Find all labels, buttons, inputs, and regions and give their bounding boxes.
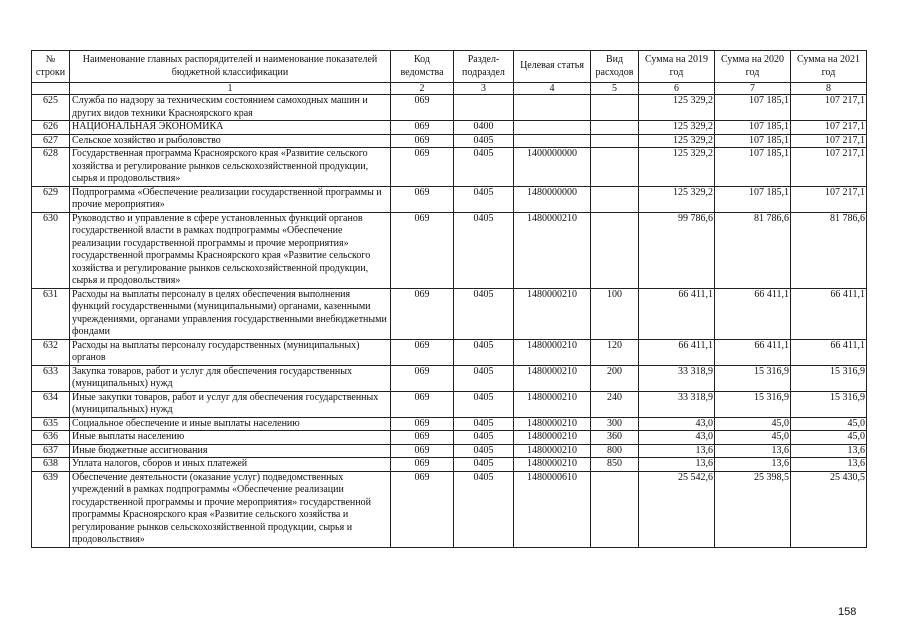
row-dept-code: 069: [391, 186, 454, 212]
row-name: Обеспечение деятельности (оказание услуг) подведомственных учреждений в рамках подпрограммы «Обеспечение реализации государственной программы и прочие мероприятия» государственной программы Красноярского края «Развитие сельского хозяйства и регулирование рынков сельскохозяйственной продукции, сырья и продовольствия»: [70, 471, 391, 547]
table-row: [32, 431, 867, 445]
row-sum-2019: 125 329,2: [639, 121, 715, 135]
row-target-code: [514, 134, 591, 148]
budget-table: [31, 50, 867, 548]
row-sum-2021: 107 217,1: [791, 148, 867, 187]
row-section-code: 0405: [454, 339, 514, 365]
col-number: 5: [591, 83, 639, 95]
row-sum-2019: 125 329,2: [639, 134, 715, 148]
row-expense-type: 800: [591, 444, 639, 458]
header-sum-2021: Сумма на 2021 год: [791, 51, 867, 83]
row-name: Уплата налогов, сборов и иных платежей: [70, 458, 391, 472]
row-dept-code: 069: [391, 444, 454, 458]
row-target-code: 1480000210: [514, 431, 591, 445]
row-dept-code: 069: [391, 471, 454, 547]
header-target: Целевая статья: [514, 51, 591, 83]
row-name: Государственная программа Красноярского края «Развитие сельского хозяйства и регулирование рынков сельскохозяйственной продукции, сырья и продовольствия»: [70, 148, 391, 187]
table-row: [32, 186, 867, 212]
row-number: 629: [32, 186, 70, 212]
row-dept-code: 069: [391, 134, 454, 148]
row-expense-type: 100: [591, 288, 639, 339]
row-number: 638: [32, 458, 70, 472]
row-target-code: 1480000210: [514, 365, 591, 391]
table-row: [32, 121, 867, 135]
row-sum-2021: 13,6: [791, 444, 867, 458]
header-section: Раздел-подраздел: [454, 51, 514, 83]
row-expense-type: [591, 121, 639, 135]
row-name: Подпрограмма «Обеспечение реализации государственной программы и прочие мероприятия»: [70, 186, 391, 212]
row-number: 636: [32, 431, 70, 445]
row-target-code: 1480000210: [514, 417, 591, 431]
row-sum-2021: 66 411,1: [791, 288, 867, 339]
row-sum-2019: 125 329,2: [639, 186, 715, 212]
row-number: 630: [32, 212, 70, 288]
row-sum-2020: 13,6: [715, 458, 791, 472]
row-sum-2021: 107 217,1: [791, 186, 867, 212]
row-sum-2020: 45,0: [715, 417, 791, 431]
row-name: Закупка товаров, работ и услуг для обеспечения государственных (муниципальных) нужд: [70, 365, 391, 391]
row-name: Расходы на выплаты персоналу в целях обеспечения выполнения функций государственными (муниципальными) органами, казенными учреждениями, органами управления государственными внебюджетными фондами: [70, 288, 391, 339]
row-section-code: 0405: [454, 186, 514, 212]
col-number: 7: [715, 83, 791, 95]
row-number: 639: [32, 471, 70, 547]
row-sum-2019: 125 329,2: [639, 148, 715, 187]
col-number: 1: [70, 83, 391, 95]
row-expense-type: [591, 148, 639, 187]
budget-table-sheet: [31, 50, 867, 548]
col-number: 8: [791, 83, 867, 95]
row-sum-2020: 107 185,1: [715, 134, 791, 148]
row-sum-2021: 107 217,1: [791, 121, 867, 135]
row-dept-code: 069: [391, 339, 454, 365]
row-name: Иные закупки товаров, работ и услуг для обеспечения государственных (муниципальных) нужд: [70, 391, 391, 417]
row-sum-2020: 66 411,1: [715, 288, 791, 339]
row-sum-2019: 43,0: [639, 431, 715, 445]
row-sum-2020: 107 185,1: [715, 121, 791, 135]
row-section-code: 0405: [454, 471, 514, 547]
row-section-code: 0405: [454, 417, 514, 431]
row-sum-2021: 13,6: [791, 458, 867, 472]
header-name: Наименование главных распорядителей и наименование показателей бюджетной классификации: [70, 51, 391, 83]
row-name: Иные бюджетные ассигнования: [70, 444, 391, 458]
row-name: Служба по надзору за техническим состоянием самоходных машин и других видов техники Красноярского края: [70, 95, 391, 121]
row-dept-code: 069: [391, 288, 454, 339]
row-section-code: 0405: [454, 391, 514, 417]
row-name: Социальное обеспечение и иные выплаты населению: [70, 417, 391, 431]
table-row: [32, 471, 867, 547]
row-number: 628: [32, 148, 70, 187]
row-dept-code: 069: [391, 458, 454, 472]
row-dept-code: 069: [391, 121, 454, 135]
row-dept-code: 069: [391, 431, 454, 445]
row-sum-2021: 45,0: [791, 417, 867, 431]
row-expense-type: [591, 134, 639, 148]
row-target-code: 1400000000: [514, 148, 591, 187]
row-target-code: 1480000210: [514, 212, 591, 288]
row-target-code: 1480000210: [514, 288, 591, 339]
row-number: 637: [32, 444, 70, 458]
header-exp-type: Вид расходов: [591, 51, 639, 83]
col-number: 4: [514, 83, 591, 95]
col-number: 2: [391, 83, 454, 95]
row-section-code: 0405: [454, 365, 514, 391]
row-section-code: [454, 95, 514, 121]
row-expense-type: 240: [591, 391, 639, 417]
row-section-code: 0405: [454, 458, 514, 472]
row-name: НАЦИОНАЛЬНАЯ ЭКОНОМИКА: [70, 121, 391, 135]
table-row: [32, 212, 867, 288]
row-sum-2021: 15 316,9: [791, 365, 867, 391]
header-sum-2019: Сумма на 2019 год: [639, 51, 715, 83]
row-section-code: 0405: [454, 148, 514, 187]
row-sum-2020: 81 786,6: [715, 212, 791, 288]
row-sum-2019: 13,6: [639, 444, 715, 458]
table-row: [32, 95, 867, 121]
row-number: 635: [32, 417, 70, 431]
row-sum-2019: 33 318,9: [639, 365, 715, 391]
col-number: 3: [454, 83, 514, 95]
row-sum-2021: 25 430,5: [791, 471, 867, 547]
row-sum-2020: 107 185,1: [715, 95, 791, 121]
page-number: 158: [838, 606, 857, 618]
row-target-code: 1480000210: [514, 458, 591, 472]
row-sum-2021: 45,0: [791, 431, 867, 445]
row-expense-type: 850: [591, 458, 639, 472]
row-name: Сельское хозяйство и рыболовство: [70, 134, 391, 148]
row-number: 634: [32, 391, 70, 417]
row-sum-2021: 15 316,9: [791, 391, 867, 417]
row-target-code: 1480000610: [514, 471, 591, 547]
row-section-code: 0405: [454, 134, 514, 148]
header-row-no: № строки: [32, 51, 70, 83]
table-row: [32, 134, 867, 148]
row-dept-code: 069: [391, 365, 454, 391]
table-row: [32, 391, 867, 417]
row-sum-2020: 15 316,9: [715, 365, 791, 391]
header-dept: Код ведомства: [391, 51, 454, 83]
row-target-code: 1480000000: [514, 186, 591, 212]
row-sum-2019: 66 411,1: [639, 339, 715, 365]
row-target-code: [514, 95, 591, 121]
row-section-code: 0400: [454, 121, 514, 135]
row-sum-2020: 45,0: [715, 431, 791, 445]
row-number: 633: [32, 365, 70, 391]
table-row: [32, 288, 867, 339]
row-target-code: [514, 121, 591, 135]
row-number: 631: [32, 288, 70, 339]
row-section-code: 0405: [454, 288, 514, 339]
header-row: [32, 51, 867, 83]
row-target-code: 1480000210: [514, 444, 591, 458]
row-section-code: 0405: [454, 431, 514, 445]
row-expense-type: 300: [591, 417, 639, 431]
row-sum-2019: 99 786,6: [639, 212, 715, 288]
row-sum-2020: 25 398,5: [715, 471, 791, 547]
row-number: 627: [32, 134, 70, 148]
table-row: [32, 417, 867, 431]
row-dept-code: 069: [391, 391, 454, 417]
row-name: Руководство и управление в сфере установленных функций органов государственной власти в рамках подпрограммы «Обеспечение реализации государственной программы и прочие мероприятия» государственной программы Красноярского края «Развитие сельского хозяйства и регулирование рынков сельскохозяйственной продукции, сырья и продовольствия»: [70, 212, 391, 288]
col-number: 6: [639, 83, 715, 95]
row-sum-2019: 13,6: [639, 458, 715, 472]
row-sum-2020: 66 411,1: [715, 339, 791, 365]
row-name: Расходы на выплаты персоналу государственных (муниципальных) органов: [70, 339, 391, 365]
row-section-code: 0405: [454, 444, 514, 458]
table-row: [32, 365, 867, 391]
row-dept-code: 069: [391, 95, 454, 121]
row-expense-type: 360: [591, 431, 639, 445]
header-sum-2020: Сумма на 2020 год: [715, 51, 791, 83]
table-body: [32, 95, 867, 548]
row-sum-2020: 15 316,9: [715, 391, 791, 417]
row-expense-type: [591, 471, 639, 547]
row-target-code: 1480000210: [514, 339, 591, 365]
row-sum-2021: 107 217,1: [791, 95, 867, 121]
row-name: Иные выплаты населению: [70, 431, 391, 445]
row-number: 632: [32, 339, 70, 365]
row-dept-code: 069: [391, 148, 454, 187]
row-expense-type: 200: [591, 365, 639, 391]
row-number: 625: [32, 95, 70, 121]
row-sum-2021: 81 786,6: [791, 212, 867, 288]
row-sum-2019: 33 318,9: [639, 391, 715, 417]
column-number-row: [32, 83, 867, 95]
table-row: [32, 444, 867, 458]
row-sum-2021: 66 411,1: [791, 339, 867, 365]
row-section-code: 0405: [454, 212, 514, 288]
row-expense-type: [591, 186, 639, 212]
row-sum-2020: 13,6: [715, 444, 791, 458]
row-target-code: 1480000210: [514, 391, 591, 417]
col-number: [32, 83, 70, 95]
row-sum-2019: 25 542,6: [639, 471, 715, 547]
row-number: 626: [32, 121, 70, 135]
row-expense-type: 120: [591, 339, 639, 365]
row-expense-type: [591, 212, 639, 288]
row-dept-code: 069: [391, 212, 454, 288]
table-row: [32, 458, 867, 472]
row-dept-code: 069: [391, 417, 454, 431]
row-sum-2020: 107 185,1: [715, 148, 791, 187]
row-sum-2019: 66 411,1: [639, 288, 715, 339]
row-sum-2021: 107 217,1: [791, 134, 867, 148]
table-row: [32, 339, 867, 365]
row-sum-2019: 125 329,2: [639, 95, 715, 121]
row-sum-2019: 43,0: [639, 417, 715, 431]
row-sum-2020: 107 185,1: [715, 186, 791, 212]
table-row: [32, 148, 867, 187]
row-expense-type: [591, 95, 639, 121]
